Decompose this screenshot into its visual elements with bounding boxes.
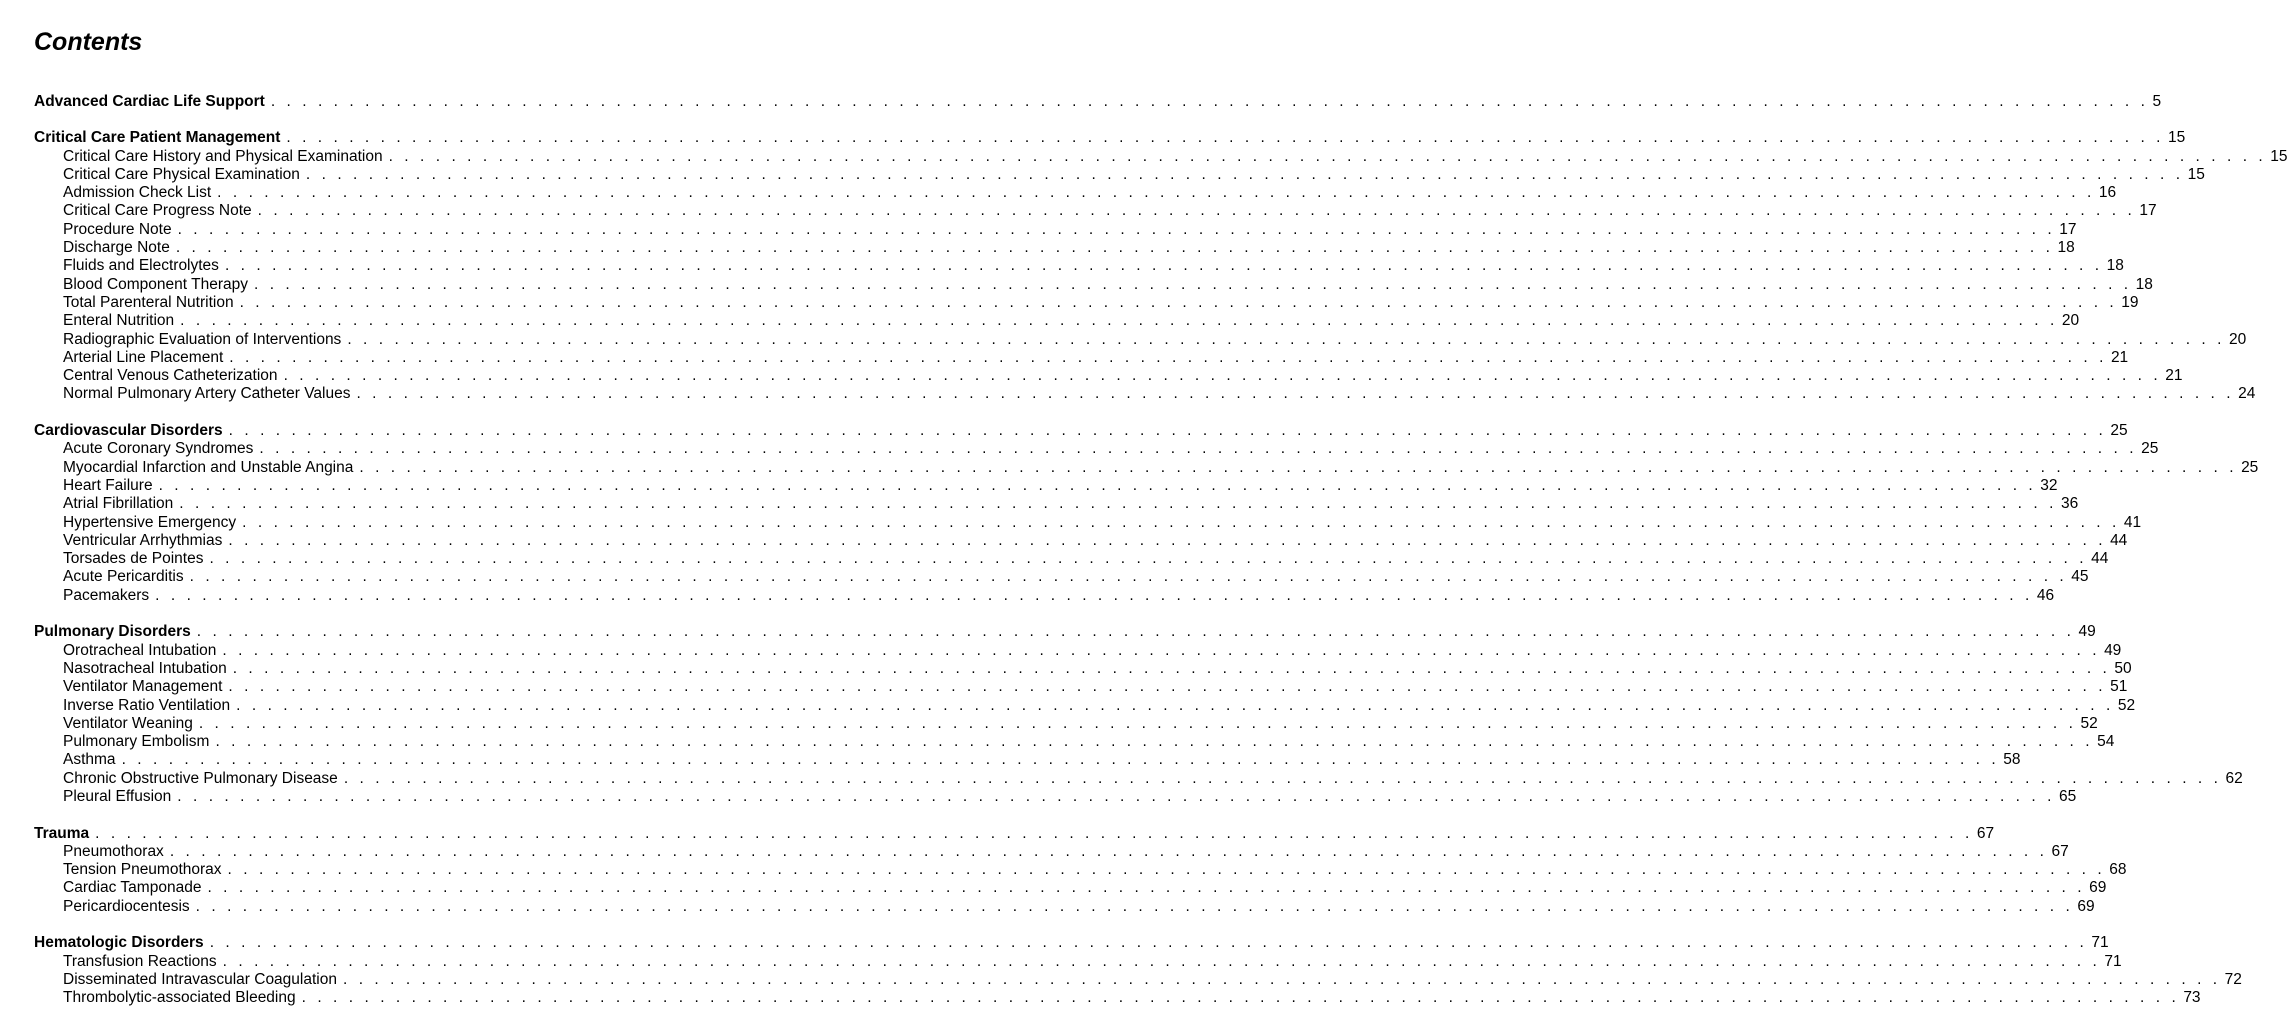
toc-page-number: 69 [2089, 879, 2107, 897]
toc-entry[interactable] [34, 275, 2153, 294]
toc-section-heading[interactable] [34, 934, 2109, 952]
dot-leader: . . . . . . . . . . . . . . . . . . . . . . . . . . . . . . . . . . . . . . . . . . . . . . . . . . . . . . . . . . . . . . . . . . . . . . . . . . . . . . . . . . . . . . . . . . . . . . . . . . . . . . . . . . . . . . . . . . . . . . . . [356, 385, 2235, 403]
dot-leader: . . . . . . . . . . . . . . . . . . . . . . . . . . . . . . . . . . . . . . . . . . . . . . . . . . . . . . . . . . . . . . . . . . . . . . . . . . . . . . . . . . . . . . . . . . . . . . . . . . . . . . . . . . . . . . . . . . . . . . . . [95, 824, 1973, 842]
toc-entry[interactable] [34, 513, 2142, 532]
toc-entry[interactable] [34, 184, 2117, 202]
toc-entry-label: Discharge Note [63, 239, 170, 257]
toc-entry-label: Ventilator Management [63, 678, 223, 696]
dot-leader: . . . . . . . . . . . . . . . . . . . . . . . . . . . . . . . . . . . . . . . . . . . . . . . . . . . . . . . . . . . . . . . . . . . . . . . . . . . . . . . . . . . . . . . . . . . . . . . . . . . . . . . . . . . . . . . . . . . . . . . . [222, 641, 2101, 659]
toc-entry-label: Critical Care Patient Management [34, 129, 281, 147]
toc-entry-label: Arterial Line Placement [63, 348, 224, 366]
dot-leader: . . . . . . . . . . . . . . . . . . . . . . . . . . . . . . . . . . . . . . . . . . . . . . . . . . . . . . . . . . . . . . . . . . . . . . . . . . . . . . . . . . . . . . . . . . . . . . . . . . . . . . . . . . . . . . . . . . . . . . . . [158, 476, 2037, 494]
dot-leader: . . . . . . . . . . . . . . . . . . . . . . . . . . . . . . . . . . . . . . . . . . . . . . . . . . . . . . . . . . . . . . . . . . . . . . . . . . . . . . . . . . . . . . . . . . . . . . . . . . . . . . . . . . . . . . . . . . . . . . . . [232, 659, 2111, 677]
toc-entry-label: Procedure Note [63, 220, 172, 238]
toc-page-number: 18 [2057, 239, 2075, 257]
toc-entry-label: Torsades de Pointes [63, 550, 204, 568]
toc-entry-label: Hypertensive Emergency [63, 513, 237, 531]
toc-section [34, 129, 2288, 403]
toc-entry-label: Ventricular Arrhythmias [63, 531, 223, 549]
toc-page-number: 44 [2091, 550, 2109, 568]
toc-entry-label: Transfusion Reactions [63, 952, 217, 970]
toc-entry[interactable] [34, 842, 2069, 861]
toc-page-number: 21 [2110, 348, 2129, 366]
toc-entry[interactable] [34, 330, 2247, 349]
toc-page-number: 21 [2165, 367, 2183, 385]
dot-leader: . . . . . . . . . . . . . . . . . . . . . . . . . . . . . . . . . . . . . . . . . . . . . . . . . . . . . . . . . . . . . . . . . . . . . . . . . . . . . . . . . . . . . . . . . . . . . . . . . . . . . . . . . . . . . . . . . . . . . . . . [259, 440, 2138, 458]
dot-leader: . . . . . . . . . . . . . . . . . . . . . . . . . . . . . . . . . . . . . . . . . . . . . . . . . . . . . . . . . . . . . . . . . . . . . . . . . . . . . . . . . . . . . . . . . . . . . . . . . . . . . . . . . . . . . . . . . . . . . . . . [270, 93, 2149, 110]
toc-entry-label: Total Parenteral Nutrition [63, 293, 234, 311]
toc-entry[interactable] [34, 220, 2077, 239]
dot-leader: . . . . . . . . . . . . . . . . . . . . . . . . . . . . . . . . . . . . . . . . . . . . . . . . . . . . . . . . . . . . . . . . . . . . . . . . . . . . . . . . . . . . . . . . . . . . . . . . . . . . . . . . . . . . . . . . . . . . . . . . [305, 165, 2184, 183]
toc-page-number: 71 [2104, 952, 2122, 970]
dot-leader: . . . . . . . . . . . . . . . . . . . . . . . . . . . . . . . . . . . . . . . . . . . . . . . . . . . . . . . . . . . . . . . . . . . . . . . . . . . . . . . . . . . . . . . . . . . . . . . . . . . . . . . . . . . . . . . . . . . . . . . . [179, 495, 2057, 513]
toc-section [34, 623, 2243, 806]
toc-entry[interactable] [34, 897, 2095, 916]
dot-leader: . . . . . . . . . . . . . . . . . . . . . . . . . . . . . . . . . . . . . . . . . . . . . . . . . . . . . . . . . . . . . . . . . . . . . . . . . . . . . . . . . . . . . . . . . . . . . . . . . . . . . . . . . . . . . . . . . . . . . . . . [253, 275, 2132, 293]
toc-page-number: 20 [2061, 312, 2080, 330]
dot-leader: . . . . . . . . . . . . . . . . . . . . . . . . . . . . . . . . . . . . . . . . . . . . . . . . . . . . . . . . . . . . . . . . . . . . . . . . . . . . . . . . . . . . . . . . . . . . . . . . . . . . . . . . . . . . . . . . . . . . . . . . [347, 330, 2225, 348]
dot-leader: . . . . . . . . . . . . . . . . . . . . . . . . . . . . . . . . . . . . . . . . . . . . . . . . . . . . . . . . . . . . . . . . . . . . . . . . . . . . . . . . . . . . . . . . . . . . . . . . . . . . . . . . . . . . . . . . . . . . . . . . [195, 897, 2074, 915]
toc-entry[interactable] [34, 586, 2055, 605]
toc-entry[interactable] [34, 476, 2058, 495]
dot-leader: . . . . . . . . . . . . . . . . . . . . . . . . . . . . . . . . . . . . . . . . . . . . . . . . . . . . . . . . . . . . . . . . . . . . . . . . . . . . . . . . . . . . . . . . . . . . . . . . . . . . . . . . . . . . . . . . . . . . . . . . [189, 568, 2068, 586]
dot-leader: . . . . . . . . . . . . . . . . . . . . . . . . . . . . . . . . . . . . . . . . . . . . . . . . . . . . . . . . . . . . . . . . . . . . . . . . . . . . . . . . . . . . . . . . . . . . . . . . . . . . . . . . . . . . . . . . . . . . . . . . [217, 184, 2095, 202]
toc-entry[interactable] [34, 714, 2098, 733]
toc-entry-label: Pericardiocentesis [63, 897, 190, 915]
toc-entry[interactable] [34, 696, 2136, 715]
toc-page-number: 20 [2229, 330, 2247, 348]
toc-entry[interactable] [34, 312, 2080, 330]
dot-leader: . . . . . . . . . . . . . . . . . . . . . . . . . . . . . . . . . . . . . . . . . . . . . . . . . . . . . . . . . . . . . . . . . . . . . . . . . . . . . . . . . . . . . . . . . . . . . . . . . . . . . . . . . . . . . . . . . . . . . . . . [207, 879, 2086, 897]
toc-page-number: 41 [2123, 513, 2142, 531]
toc-entry-label: Myocardial Infarction and Unstable Angina [63, 458, 354, 476]
toc-entry-label: Hematologic Disorders [34, 934, 204, 952]
toc-entry-label: Thrombolytic-associated Bleeding [63, 989, 296, 1007]
toc-page-number: 17 [2139, 202, 2157, 220]
toc-entry-label: Cardiac Tamponade [63, 879, 202, 897]
toc-entry[interactable] [34, 385, 2256, 403]
dot-leader: . . . . . . . . . . . . . . . . . . . . . . . . . . . . . . . . . . . . . . . . . . . . . . . . . . . . . . . . . . . . . . . . . . . . . . . . . . . . . . . . . . . . . . . . . . . . . . . . . . . . . . . . . . . . . . . . . . . . . . . . [177, 220, 2056, 238]
toc-entry-label: Fluids and Electrolytes [63, 257, 219, 275]
dot-leader: . . . . . . . . . . . . . . . . . . . . . . . . . . . . . . . . . . . . . . . . . . . . . . . . . . . . . . . . . . . . . . . . . . . . . . . . . . . . . . . . . . . . . . . . . . . . . . . . . . . . . . . . . . . . . . . . . . . . . . . . [227, 861, 2106, 879]
toc-entry-label: Normal Pulmonary Artery Catheter Values [63, 385, 351, 403]
toc-entry[interactable] [34, 458, 2259, 477]
dot-leader: . . . . . . . . . . . . . . . . . . . . . . . . . . . . . . . . . . . . . . . . . . . . . . . . . . . . . . . . . . . . . . . . . . . . . . . . . . . . . . . . . . . . . . . . . . . . . . . . . . . . . . . . . . . . . . . . . . . . . . . . [196, 623, 2075, 641]
toc-entry-label: Acute Coronary Syndromes [63, 440, 254, 458]
toc-entry[interactable] [34, 952, 2122, 971]
dot-leader: . . . . . . . . . . . . . . . . . . . . . . . . . . . . . . . . . . . . . . . . . . . . . . . . . . . . . . . . . . . . . . . . . . . . . . . . . . . . . . . . . . . . . . . . . . . . . . . . . . . . . . . . . . . . . . . . . . . . . . . . [175, 239, 2054, 257]
toc-page-number: 50 [2114, 659, 2132, 677]
toc-entry-label: Ventilator Weaning [63, 714, 193, 732]
toc-entry[interactable] [34, 239, 2075, 257]
toc-page-number: 51 [2110, 678, 2128, 696]
toc-entry-label: Critical Care Progress Note [63, 202, 252, 220]
dot-leader: . . . . . . . . . . . . . . . . . . . . . . . . . . . . . . . . . . . . . . . . . . . . . . . . . . . . . . . . . . . . . . . . . . . . . . . . . . . . . . . . . . . . . . . . . . . . . . . . . . . . . . . . . . . . . . . . . . . . . . . . [224, 257, 2103, 275]
toc-entry[interactable] [34, 147, 2288, 166]
toc-entry[interactable] [34, 165, 2205, 184]
toc-page-number: 49 [2078, 623, 2096, 641]
toc-section-heading[interactable] [34, 623, 2096, 641]
dot-leader: . . . . . . . . . . . . . . . . . . . . . . . . . . . . . . . . . . . . . . . . . . . . . . . . . . . . . . . . . . . . . . . . . . . . . . . . . . . . . . . . . . . . . . . . . . . . . . . . . . . . . . . . . . . . . . . . . . . . . . . . [177, 787, 2055, 805]
dot-leader: . . . . . . . . . . . . . . . . . . . . . . . . . . . . . . . . . . . . . . . . . . . . . . . . . . . . . . . . . . . . . . . . . . . . . . . . . . . . . . . . . . . . . . . . . . . . . . . . . . . . . . . . . . . . . . . . . . . . . . . . [229, 348, 2107, 366]
toc-section-heading[interactable] [34, 824, 1995, 843]
toc-section [34, 824, 2127, 916]
toc-entry[interactable] [34, 550, 2109, 568]
toc-page-number: 69 [2077, 897, 2095, 915]
page-title: Contents [34, 28, 143, 56]
toc-entry-label: Chronic Obstructive Pulmonary Disease [63, 769, 338, 787]
toc-entry[interactable] [34, 348, 2129, 367]
toc-page-number: 46 [2036, 586, 2055, 604]
dot-leader: . . . . . . . . . . . . . . . . . . . . . . . . . . . . . . . . . . . . . . . . . . . . . . . . . . . . . . . . . . . . . . . . . . . . . . . . . . . . . . . . . . . . . . . . . . . . . . . . . . . . . . . . . . . . . . . . . . . . . . . . [215, 733, 2094, 751]
toc-entry-label: Heart Failure [63, 476, 153, 494]
dot-leader: . . . . . . . . . . . . . . . . . . . . . . . . . . . . . . . . . . . . . . . . . . . . . . . . . . . . . . . . . . . . . . . . . . . . . . . . . . . . . . . . . . . . . . . . . . . . . . . . . . . . . . . . . . . . . . . . . . . . . . . . [180, 312, 2058, 330]
dot-leader: . . . . . . . . . . . . . . . . . . . . . . . . . . . . . . . . . . . . . . . . . . . . . . . . . . . . . . . . . . . . . . . . . . . . . . . . . . . . . . . . . . . . . . . . . . . . . . . . . . . . . . . . . . . . . . . . . . . . . . . . [155, 586, 2033, 604]
toc-page-number: 45 [2071, 568, 2089, 586]
toc-section-heading[interactable] [34, 93, 2162, 111]
toc-page-number: 71 [2091, 934, 2109, 952]
toc-entry-label: Trauma [34, 824, 90, 842]
toc-page-number: 24 [2238, 385, 2256, 403]
toc-entry-label: Pulmonary Disorders [34, 623, 191, 641]
toc-entry-label: Nasotracheal Intubation [63, 659, 227, 677]
toc-entry[interactable] [34, 751, 2021, 769]
toc-entry[interactable] [34, 879, 2107, 897]
toc-entry[interactable] [34, 970, 2242, 989]
dot-leader: . . . . . . . . . . . . . . . . . . . . . . . . . . . . . . . . . . . . . . . . . . . . . . . . . . . . . . . . . . . . . . . . . . . . . . . . . . . . . . . . . . . . . . . . . . . . . . . . . . . . . . . . . . . . . . . . . . . . . . . . [121, 751, 2000, 769]
toc-page-number: 73 [2183, 989, 2201, 1007]
dot-leader: . . . . . . . . . . . . . . . . . . . . . . . . . . . . . . . . . . . . . . . . . . . . . . . . . . . . . . . . . . . . . . . . . . . . . . . . . . . . . . . . . . . . . . . . . . . . . . . . . . . . . . . . . . . . . . . . . . . . . . . . [228, 422, 2107, 440]
toc-page-number: 15 [2168, 129, 2186, 147]
toc-page-number: 16 [2098, 184, 2117, 202]
toc-page-number: 44 [2110, 531, 2128, 549]
toc-page-number: 49 [2104, 641, 2122, 659]
toc-section [34, 422, 2259, 605]
toc-page-number: 32 [2040, 476, 2058, 494]
toc-entry[interactable] [34, 787, 2077, 806]
dot-leader: . . . . . . . . . . . . . . . . . . . . . . . . . . . . . . . . . . . . . . . . . . . . . . . . . . . . . . . . . . . . . . . . . . . . . . . . . . . . . . . . . . . . . . . . . . . . . . . . . . . . . . . . . . . . . . . . . . . . . . . . [257, 202, 2136, 220]
toc-entry[interactable] [34, 861, 2127, 879]
dot-leader: . . . . . . . . . . . . . . . . . . . . . . . . . . . . . . . . . . . . . . . . . . . . . . . . . . . . . . . . . . . . . . . . . . . . . . . . . . . . . . . . . . . . . . . . . . . . . . . . . . . . . . . . . . . . . . . . . . . . . . . . [286, 129, 2165, 147]
toc-page-number: 67 [2051, 842, 2069, 860]
toc-page-number: 67 [1976, 824, 1995, 842]
toc-entry-label: Admission Check List [63, 184, 212, 202]
toc-entry-label: Critical Care History and Physical Examination [63, 147, 383, 165]
toc-section [34, 934, 2242, 1007]
toc-entry-label: Advanced Cardiac Life Support [34, 93, 265, 110]
dot-leader: . . . . . . . . . . . . . . . . . . . . . . . . . . . . . . . . . . . . . . . . . . . . . . . . . . . . . . . . . . . . . . . . . . . . . . . . . . . . . . . . . . . . . . . . . . . . . . . . . . . . . . . . . . . . . . . . . . . . . . . . [283, 367, 2162, 385]
toc-entry-label: Tension Pneumothorax [63, 861, 222, 879]
toc-page-number: 17 [2059, 220, 2077, 238]
toc-entry-label: Acute Pericarditis [63, 568, 184, 586]
toc-entry-label: Critical Care Physical Examination [63, 165, 300, 183]
toc-entry[interactable] [34, 769, 2243, 788]
toc-entry[interactable] [34, 440, 2159, 458]
toc-entry[interactable] [34, 678, 2128, 696]
dot-leader: . . . . . . . . . . . . . . . . . . . . . . . . . . . . . . . . . . . . . . . . . . . . . . . . . . . . . . . . . . . . . . . . . . . . . . . . . . . . . . . . . . . . . . . . . . . . . . . . . . . . . . . . . . . . . . . . . . . . . . . . [228, 678, 2107, 696]
dot-leader: . . . . . . . . . . . . . . . . . . . . . . . . . . . . . . . . . . . . . . . . . . . . . . . . . . . . . . . . . . . . . . . . . . . . . . . . . . . . . . . . . . . . . . . . . . . . . . . . . . . . . . . . . . . . . . . . . . . . . . . . [359, 458, 2238, 476]
dot-leader: . . . . . . . . . . . . . . . . . . . . . . . . . . . . . . . . . . . . . . . . . . . . . . . . . . . . . . . . . . . . . . . . . . . . . . . . . . . . . . . . . . . . . . . . . . . . . . . . . . . . . . . . . . . . . . . . . . . . . . . . [209, 550, 2088, 568]
toc-entry[interactable] [34, 257, 2124, 275]
toc-page-number: 18 [2106, 257, 2124, 275]
dot-leader: . . . . . . . . . . . . . . . . . . . . . . . . . . . . . . . . . . . . . . . . . . . . . . . . . . . . . . . . . . . . . . . . . . . . . . . . . . . . . . . . . . . . . . . . . . . . . . . . . . . . . . . . . . . . . . . . . . . . . . . . [222, 952, 2101, 970]
dot-leader: . . . . . . . . . . . . . . . . . . . . . . . . . . . . . . . . . . . . . . . . . . . . . . . . . . . . . . . . . . . . . . . . . . . . . . . . . . . . . . . . . . . . . . . . . . . . . . . . . . . . . . . . . . . . . . . . . . . . . . . . [239, 293, 2118, 311]
toc-page-number: 25 [2241, 458, 2259, 476]
dot-leader: . . . . . . . . . . . . . . . . . . . . . . . . . . . . . . . . . . . . . . . . . . . . . . . . . . . . . . . . . . . . . . . . . . . . . . . . . . . . . . . . . . . . . . . . . . . . . . . . . . . . . . . . . . . . . . . . . . . . . . . . [209, 934, 2088, 952]
toc-page-number: 25 [2110, 422, 2128, 440]
toc-page-number: 62 [2225, 769, 2243, 787]
toc-page-number: 58 [2003, 751, 2021, 769]
toc-entry-label: Enteral Nutrition [63, 312, 175, 330]
toc-entry-label: Blood Component Therapy [63, 275, 248, 293]
dot-leader: . . . . . . . . . . . . . . . . . . . . . . . . . . . . . . . . . . . . . . . . . . . . . . . . . . . . . . . . . . . . . . . . . . . . . . . . . . . . . . . . . . . . . . . . . . . . . . . . . . . . . . . . . . . . . . . . . . . . . . . . [301, 989, 2180, 1007]
dot-leader: . . . . . . . . . . . . . . . . . . . . . . . . . . . . . . . . . . . . . . . . . . . . . . . . . . . . . . . . . . . . . . . . . . . . . . . . . . . . . . . . . . . . . . . . . . . . . . . . . . . . . . . . . . . . . . . . . . . . . . . . [198, 714, 2077, 732]
toc-entry[interactable] [34, 293, 2139, 312]
toc-entry-label: Disseminated Intravascular Coagulation [63, 970, 337, 988]
toc-entry[interactable] [34, 641, 2122, 660]
toc-entry-label: Inverse Ratio Ventilation [63, 696, 231, 714]
toc-entry[interactable] [34, 659, 2132, 678]
toc-page-number: 15 [2270, 147, 2288, 165]
toc-section [34, 93, 2162, 111]
toc-section-heading[interactable] [34, 422, 2128, 440]
toc-entry-label: Radiographic Evaluation of Interventions [63, 330, 342, 348]
dot-leader: . . . . . . . . . . . . . . . . . . . . . . . . . . . . . . . . . . . . . . . . . . . . . . . . . . . . . . . . . . . . . . . . . . . . . . . . . . . . . . . . . . . . . . . . . . . . . . . . . . . . . . . . . . . . . . . . . . . . . . . . [343, 769, 2222, 787]
toc-page-number: 18 [2135, 275, 2153, 293]
toc-page-number: 15 [2187, 165, 2205, 183]
dot-leader: . . . . . . . . . . . . . . . . . . . . . . . . . . . . . . . . . . . . . . . . . . . . . . . . . . . . . . . . . . . . . . . . . . . . . . . . . . . . . . . . . . . . . . . . . . . . . . . . . . . . . . . . . . . . . . . . . . . . . . . . [169, 842, 2048, 860]
toc-page-number: 65 [2058, 787, 2077, 805]
dot-leader: . . . . . . . . . . . . . . . . . . . . . . . . . . . . . . . . . . . . . . . . . . . . . . . . . . . . . . . . . . . . . . . . . . . . . . . . . . . . . . . . . . . . . . . . . . . . . . . . . . . . . . . . . . . . . . . . . . . . . . . . [228, 531, 2107, 549]
toc-entry-label: Cardiovascular Disorders [34, 422, 223, 440]
toc-entry[interactable] [34, 531, 2128, 550]
toc-entry[interactable] [34, 989, 2201, 1007]
toc-entry[interactable] [34, 568, 2089, 586]
toc-page-number: 19 [2121, 293, 2139, 311]
toc-entry[interactable] [34, 733, 2115, 751]
toc-page-number: 52 [2080, 714, 2098, 732]
toc-entry-label: Pleural Effusion [63, 787, 172, 805]
toc-page-number: 25 [2141, 440, 2159, 458]
toc-entry[interactable] [34, 367, 2183, 385]
toc-entry[interactable] [34, 202, 2157, 220]
toc-entry[interactable] [34, 495, 2079, 513]
dot-leader: . . . . . . . . . . . . . . . . . . . . . . . . . . . . . . . . . . . . . . . . . . . . . . . . . . . . . . . . . . . . . . . . . . . . . . . . . . . . . . . . . . . . . . . . . . . . . . . . . . . . . . . . . . . . . . . . . . . . . . . . [242, 513, 2120, 531]
toc-page-number: 72 [2224, 970, 2242, 988]
toc-page-number: 52 [2117, 696, 2136, 714]
toc-entry-label: Pulmonary Embolism [63, 733, 210, 751]
toc-entry-label: Asthma [63, 751, 116, 769]
toc-entry-label: Pacemakers [63, 586, 150, 604]
dot-leader: . . . . . . . . . . . . . . . . . . . . . . . . . . . . . . . . . . . . . . . . . . . . . . . . . . . . . . . . . . . . . . . . . . . . . . . . . . . . . . . . . . . . . . . . . . . . . . . . . . . . . . . . . . . . . . . . . . . . . . . . [342, 970, 2221, 988]
toc-page-number: 36 [2060, 495, 2079, 513]
toc-page-number: 54 [2097, 733, 2115, 751]
toc-entry-label: Atrial Fibrillation [63, 495, 174, 513]
dot-leader: . . . . . . . . . . . . . . . . . . . . . . . . . . . . . . . . . . . . . . . . . . . . . . . . . . . . . . . . . . . . . . . . . . . . . . . . . . . . . . . . . . . . . . . . . . . . . . . . . . . . . . . . . . . . . . . . . . . . . . . . [236, 696, 2114, 714]
table-of-contents [34, 93, 2288, 1026]
toc-section-heading[interactable] [34, 129, 2186, 147]
toc-page-number: 68 [2109, 861, 2127, 879]
toc-entry-label: Pneumothorax [63, 842, 164, 860]
dot-leader: . . . . . . . . . . . . . . . . . . . . . . . . . . . . . . . . . . . . . . . . . . . . . . . . . . . . . . . . . . . . . . . . . . . . . . . . . . . . . . . . . . . . . . . . . . . . . . . . . . . . . . . . . . . . . . . . . . . . . . . . [388, 147, 2267, 165]
toc-page-number: 5 [2152, 93, 2162, 110]
toc-entry-label: Orotracheal Intubation [63, 641, 217, 659]
toc-entry-label: Central Venous Catheterization [63, 367, 278, 385]
